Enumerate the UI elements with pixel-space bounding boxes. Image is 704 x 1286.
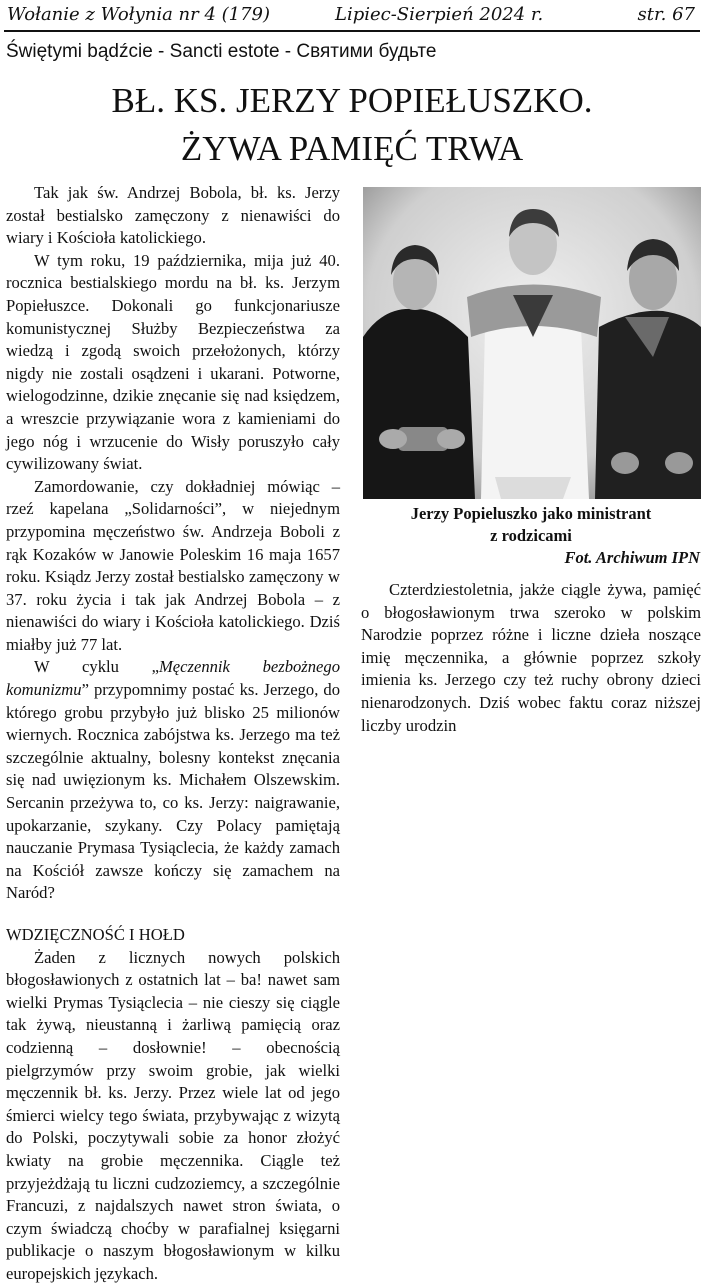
section-subheading: WDZIĘCZNOŚĆ I HOŁD bbox=[6, 925, 185, 944]
paragraph-4-open: W cyklu „ bbox=[34, 657, 159, 677]
paragraph-4-rest: ” przypomnimy postać ks. Jerzego, do którego grobu przybyło już blisko 25 milionów wiernych. Rocznica zabójstwa ks. Jerzego ma też szczególnie aktualny, bolesny kontekst znęcania się nad uwięzionym ks. Michałem Olszewskim. Sercanin przeżywa to, co ks. Jerzy: naigrawanie, upokarzanie, szykany. Czy Polacy pamiętają nauczanie Prymasa Tysiąclecia, że każdy zamach na Kościół zawsze kończy się zamachem na Naród? bbox=[6, 680, 340, 903]
paragraph-5 bbox=[6, 947, 340, 1286]
section-motto: Świętymi bądźcie - Sancti estote - Святими будьте bbox=[6, 41, 437, 62]
photo-caption-line-2: z rodzicami bbox=[490, 526, 572, 545]
article-column-left bbox=[6, 182, 340, 1286]
series-title: Męczennik bezbożnego komunizmu bbox=[6, 657, 340, 700]
photo-credit: Fot. Archiwum IPN bbox=[564, 548, 700, 567]
article-column-right bbox=[361, 579, 701, 737]
issue-date: Lipiec-Sierpień 2024 r. bbox=[335, 4, 544, 25]
paragraph-3: Zamordowanie, czy dokładniej mówiąc – rzeź kapelana „Solidarności”, w niejednym przypomina męczeństwo św. Andrzeja Boboli z rąk Kozaków w Janowie Poleskim 16 maja 1657 roku. Ksiądz Jerzy został bestialsko zamęczony w 37. roku życia i tak jak Andrzej Bobola – z nienawiści do wiary i Kościoła katolickiego. Dziś miałby już 77 lat. bbox=[6, 476, 340, 654]
page-number: str. 67 bbox=[637, 4, 695, 25]
paragraph-6: Czterdziestoletnia, jakże ciągle żywa, pamięć o błogosławionym trwa szeroko w polskim Narodzie poprzez różne i liczne dzieła noszące imię męczennika, a głównie poprzez szkoły imienia ks. Jerzego czy też ruchy obrony dzieci nienarodzonych. Dziś wobec faktu coraz niższej liczby urodzin bbox=[361, 580, 701, 735]
paragraph-5-text: Żaden z licznych nowych polskich błogosławionych z ostatnich lat – ba! nawet sam wielki Prymas Tysiąclecia – nie cieszy się ciągle tak żywą, nieustanną i żarliwą pamięcią oraz codzienną – dosłownie! – obecnością pielgrzymów przy swoim grobie, jak wielki męczennik bł. ks. Jerzy. Przez wiele lat od jego śmierci wielcy tego świata, przybywając z wizytą do Polski, poczytywali sobie za honor złożyć kwiaty na grobie męczennika. Ciągle też przyjeżdżają tu liczni cudzoziemcy, a szczególnie Francuzi, z najdalszych nawet stron świata, o czym świadczą choćby w parafialnej księgarni publikacje o naszym błogosławionym w kilku europejskich językach. bbox=[6, 947, 340, 1283]
article-title-line-2: ŻYWA PAMIĘĆ TRWA bbox=[180, 129, 524, 168]
archival-photo bbox=[363, 187, 701, 499]
page-header bbox=[5, 2, 699, 28]
photo-caption-line-1: Jerzy Popieluszko jako ministrant bbox=[410, 504, 652, 523]
article-title-line-1: BŁ. KS. JERZY POPIEŁUSZKO. bbox=[111, 81, 593, 120]
paragraph-2: W tym roku, 19 października, mija już 40. rocznica bestialskiego mordu na bł. ks. Jerzym Popiełuszce. Dokonali go funkcjonariusze komunistycznej Służby Bezpieczeństwa za wiedzą i zgodą swoich przełożonych, którzy nigdy nie zostali osądzeni i ukarani. Potworne, wielogodzinne, dzikie znęcanie się nad księdzem, a wreszcie przywiązanie wora z kamieniami do jego nóg i wrzucenie do Wisły poruszyło cały cywilizowany świat. bbox=[6, 250, 340, 474]
paragraph-4 bbox=[6, 656, 340, 905]
photo-illustration bbox=[363, 187, 701, 499]
magazine-issue: Wołanie z Wołynia nr 4 (179) bbox=[7, 4, 271, 25]
header-rule bbox=[4, 30, 700, 32]
paragraph-1: Tak jak św. Andrzej Bobola, bł. ks. Jerzy został bestialsko zamęczony z nienawiści do wiary i Kościoła katolickiego. bbox=[6, 183, 340, 248]
